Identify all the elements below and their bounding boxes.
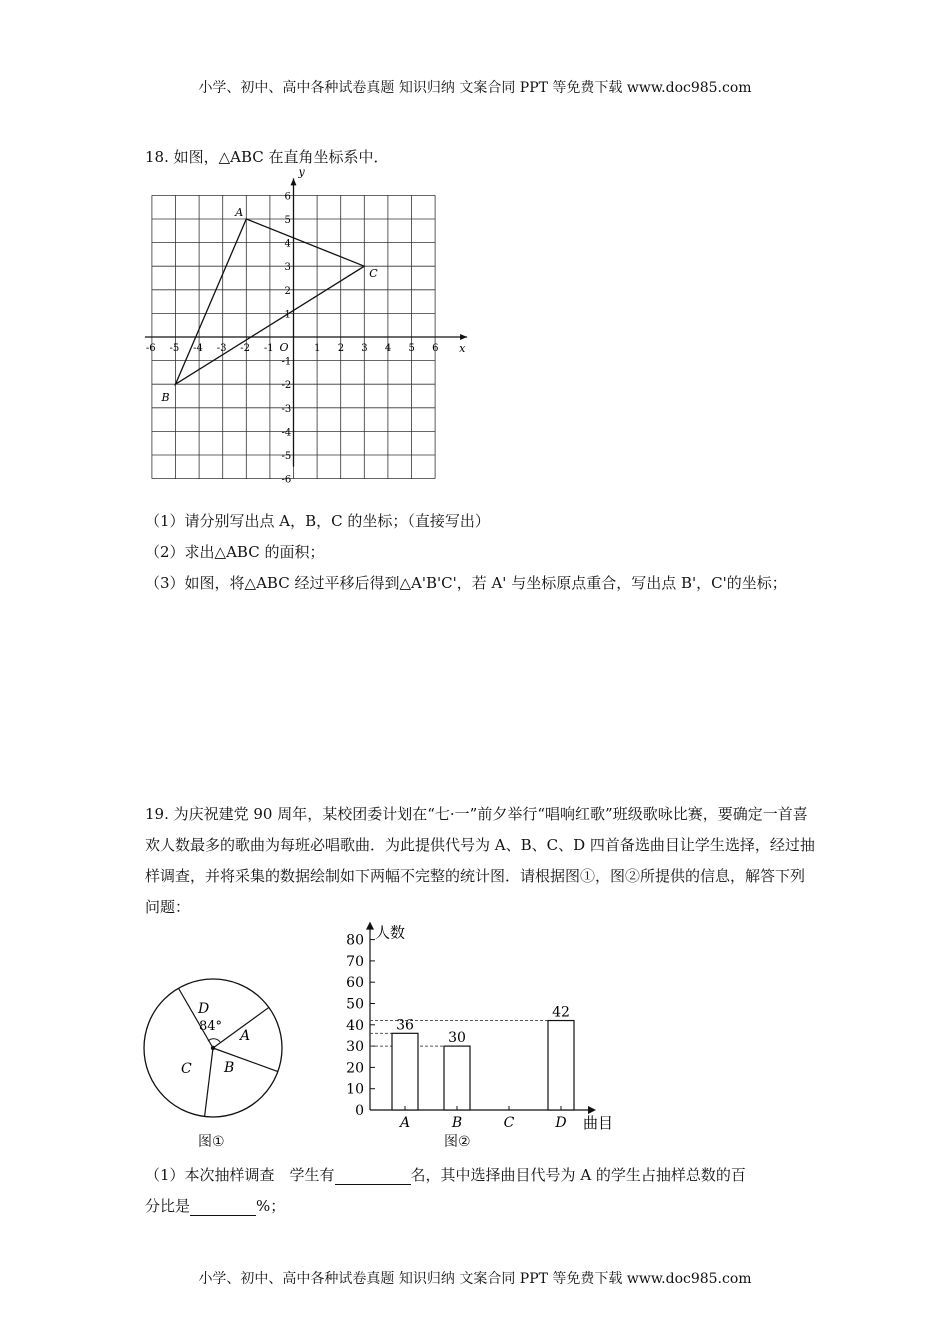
answer-blank-total[interactable] [335, 1168, 411, 1185]
y-tick-label: 5 [284, 215, 291, 226]
pie-label-a: A [240, 1028, 251, 1044]
pie-chart [140, 975, 290, 1125]
page-footer: 小学、初中、高中各种试卷真题 知识归纳 文案合同 PPT 等免费下载 www.doc985.com [198, 1271, 752, 1287]
x-tick-label: -2 [240, 343, 251, 354]
q19-intro: 19. 为庆祝建党 90 周年，某校团委计划在“七·一”前夕举行“唱响红歌”班级歌咏比赛，要确定一首喜欢人数最多的歌曲为每班必唱歌曲．为此提供代号为 A、B、C、D 四首备选曲目让学生选择，经过抽样调查，并将采集的数据绘制如下两幅不完整的统计图．请根据图①，图②所提供的信息，解答下列问题： [145, 805, 815, 916]
y-tick-label: -6 [281, 474, 292, 486]
y-tick-label: 3 [284, 262, 291, 274]
q19-sub1-text-c: 分比是 [145, 1197, 191, 1215]
y-tick-label: -3 [281, 403, 292, 415]
x-tick-label: 5 [408, 343, 415, 354]
tick-labels [146, 191, 439, 485]
coordinate-figure [140, 165, 480, 497]
pie-angle-label: 84° [199, 1019, 223, 1034]
q19-sub1-text-b: 名，其中选择曲目代号为 A 的学生占抽样总数的百 [410, 1166, 746, 1184]
y-tick-label: -5 [281, 451, 292, 462]
q19-sub1-line2 [145, 1195, 285, 1216]
bar-category-label: A [399, 1115, 411, 1131]
bar-y-tick-label: 0 [355, 1103, 364, 1119]
bar-x-axis-arrow [588, 1106, 596, 1114]
pie-label-b: B [224, 1060, 235, 1076]
y-tick-label: 2 [284, 285, 291, 297]
pie-label-d: D [198, 1001, 210, 1017]
x-tick-label: 6 [432, 343, 439, 354]
q19-sub1-text-d: %； [256, 1197, 286, 1215]
bar-chart [335, 918, 625, 1133]
bar-category-label: D [555, 1115, 567, 1131]
bar-category-label: B [451, 1115, 463, 1131]
point-c-label: C [369, 267, 378, 281]
x-tick-label: -1 [263, 343, 274, 354]
bar-y-tick-label: 30 [346, 1039, 364, 1056]
bar-category-label: C [503, 1115, 515, 1131]
q19-sub1-line1 [145, 1164, 746, 1185]
q19-sub1-text-a: （1）本次抽样调查 学生有 [145, 1166, 335, 1184]
answer-blank-percent[interactable] [190, 1199, 256, 1216]
bar-value-label: 30 [448, 1030, 466, 1047]
bar-y-tick-label: 80 [346, 932, 364, 949]
figure-1-caption: 图① [198, 1134, 225, 1150]
bar-value-label: 42 [552, 1004, 570, 1021]
figure-2-caption: 图② [444, 1134, 471, 1150]
x-tick-label: 2 [337, 343, 345, 354]
page-header: 小学、初中、高中各种试卷真题 知识归纳 文案合同 PPT 等免费下载 www.doc985.com [198, 80, 752, 96]
coordinate-axes [145, 178, 467, 466]
bar-y-axis-arrow [366, 922, 374, 930]
x-tick-label: -4 [193, 343, 203, 354]
y-tick-label: 1 [284, 309, 291, 321]
q18-title: 18. 如图，△ABC 在直角坐标系中． [145, 148, 389, 166]
y-axis-arrow [291, 178, 297, 185]
bar-y-tick-label: 10 [346, 1081, 364, 1098]
y-tick-label: 4 [284, 238, 291, 250]
bar-y-tick-label: 40 [346, 1017, 364, 1034]
x-tick-label: 3 [361, 343, 368, 354]
q18-sub1: （1）请分别写出点 A，B，C 的坐标；（直接写出） [145, 512, 490, 530]
bar-A [392, 1033, 418, 1110]
bar-y-tick-label: 70 [346, 953, 364, 970]
y-tick-label: 6 [284, 191, 291, 203]
q18-sub2: （2）求出△ABC 的面积； [145, 543, 325, 561]
x-tick-label: -5 [169, 343, 180, 354]
bar-D [548, 1021, 574, 1110]
bar-y-tick-label: 50 [346, 996, 364, 1013]
bar-y-tick-label: 60 [346, 975, 364, 992]
x-axis-label: x [459, 342, 466, 355]
x-tick-label: -3 [216, 343, 227, 354]
point-b-label: B [161, 391, 170, 405]
x-axis-arrow [460, 334, 467, 340]
q18-sub3: （3）如图，将△ABC 经过平移后得到△A'B'C'，若 A' 与坐标原点重合，写出点 B'，C'的坐标； [145, 574, 787, 592]
pie-label-c: C [181, 1061, 192, 1077]
y-axis-label: y [298, 165, 305, 179]
y-tick-label: -1 [281, 356, 292, 368]
x-axis-title: 曲目 [583, 1114, 614, 1132]
y-axis-title: 人数 [375, 923, 406, 942]
bar-y-tick-label: 20 [346, 1060, 364, 1077]
x-tick-label: 1 [314, 343, 321, 354]
y-tick-label: -2 [281, 380, 292, 392]
origin-label: O [279, 341, 289, 354]
x-tick-label: -6 [145, 343, 156, 354]
x-tick-label: 4 [384, 343, 392, 354]
bar-value-label: 36 [396, 1017, 414, 1034]
point-a-label: A [235, 206, 244, 219]
bar-B [444, 1046, 470, 1110]
y-tick-label: -4 [281, 427, 292, 439]
